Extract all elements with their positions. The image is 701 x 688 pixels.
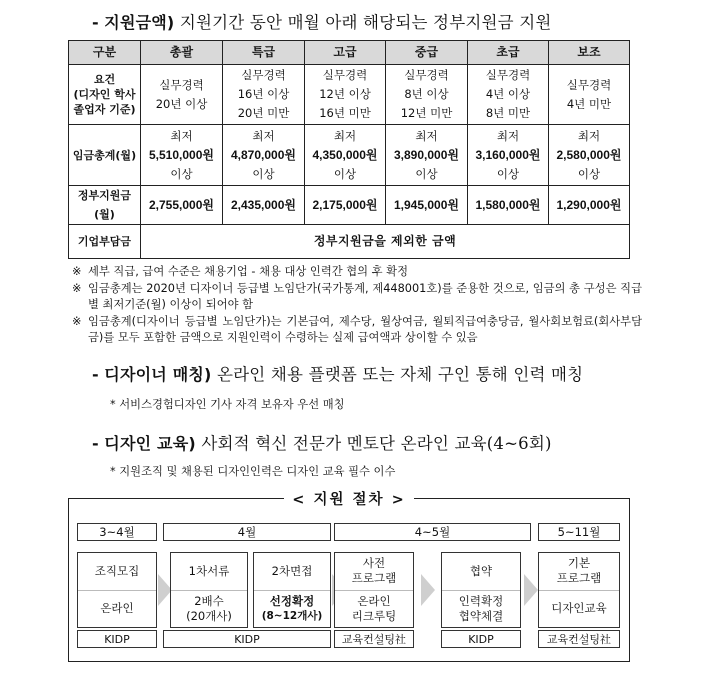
company-burden-text: 정부지원금을 제외한 금액: [141, 225, 630, 259]
gov-support-row: [69, 186, 630, 225]
heading-title: 지원금액): [104, 13, 175, 32]
note-text: 임금총계는 2020년 디자이너 등급별 노임단가(국가통계, 제448001호)를 준용한 것으로, 임금의 총 구성은 직급별 최저기준(월) 이상이 되어야 함: [88, 281, 642, 311]
wage-cell: 최저 3,890,000원 이상: [386, 125, 468, 186]
note-item: [72, 264, 642, 281]
gov-support-cell: 2,755,000원: [141, 186, 223, 225]
header-cell: 고급: [305, 41, 386, 65]
note-item: [72, 314, 642, 347]
education-note: * 지원조직 및 채용된 디자인인력은 디자인 교육 필수 이수: [110, 465, 396, 478]
organization-label: KIDP: [441, 630, 521, 648]
step-box: 조직모집 온라인: [77, 552, 157, 628]
step-box: 사전 프로그램 온라인 리크루팅: [334, 552, 414, 628]
wage-cell: 최저 4,350,000원 이상: [305, 125, 386, 186]
note-text: 세부 직급, 급여 수준은 채용기업 - 채용 대상 인력간 협의 후 확정: [88, 265, 408, 278]
flow-arrow-icon: [421, 574, 435, 606]
gov-support-cell: 2,175,000원: [305, 186, 386, 225]
header-cell: 중급: [386, 41, 468, 65]
heading-text: 지원기간 동안 매월 아래 해당되는 정부지원금 지원: [179, 13, 552, 32]
wage-row: [69, 125, 630, 186]
matching-heading: - 디자이너 매칭) 온라인 채용 플랫폼 또는 자체 구인 통해 인력 매칭: [92, 365, 584, 384]
heading-text: 사회적 혁신 전문가 멘토단 온라인 교육(4~6회): [201, 434, 552, 453]
support-amount-table: [68, 40, 630, 259]
company-burden-row: [69, 225, 630, 259]
table-header-row: [69, 41, 630, 65]
support-heading: [92, 9, 551, 33]
gov-support-cell: 1,290,000원: [549, 186, 630, 225]
note-mark: ※: [72, 281, 82, 295]
career-cell: 실무경력 4년 이상 8년 미만: [468, 65, 549, 125]
flow-arrow-icon: [524, 574, 538, 606]
career-cell: 실무경력 4년 미만: [549, 65, 630, 125]
wage-cell: 최저 4,870,000원 이상: [223, 125, 305, 186]
heading-title: 디자인 교육): [104, 434, 196, 453]
gov-support-cell: 1,580,000원: [468, 186, 549, 225]
career-cell: 실무경력 12년 이상 16년 미만: [305, 65, 386, 125]
organization-label: 교육컨설팅社: [538, 630, 620, 648]
header-cell: 보조: [549, 41, 630, 65]
career-row: [69, 65, 630, 125]
career-label: 요건 (디자인 학사 졸업자 기준): [69, 65, 141, 125]
heading-title: 디자이너 매칭): [104, 365, 212, 384]
header-cell: 구분: [69, 41, 141, 65]
header-cell: 초급: [468, 41, 549, 65]
gov-support-cell: 2,435,000원: [223, 186, 305, 225]
period-label: 5~11월: [538, 523, 620, 541]
period-label: 3~4월: [77, 523, 157, 541]
education-heading: - 디자인 교육) 사회적 혁신 전문가 멘토단 온라인 교육(4~6회): [92, 434, 552, 453]
wage-cell: 최저 2,580,000원 이상: [549, 125, 630, 186]
note-mark: ※: [72, 265, 82, 278]
heading-dash: -: [92, 13, 99, 32]
note-item: [72, 281, 642, 314]
wage-cell: 최저 5,510,000원 이상: [141, 125, 223, 186]
wage-cell: 최저 3,160,000원 이상: [468, 125, 549, 186]
step-box: 기본 프로그램 디자인교육: [538, 552, 620, 628]
period-label: 4~5월: [334, 523, 531, 541]
matching-note: * 서비스경험디자인 기사 자격 보유자 우선 매칭: [110, 398, 345, 411]
notes-block: [72, 264, 642, 347]
organization-label: KIDP: [163, 630, 331, 648]
gov-support-label: 정부지원금(월): [69, 186, 141, 225]
header-cell: 특급: [223, 41, 305, 65]
organization-label: KIDP: [77, 630, 157, 648]
company-burden-label: 기업부담금: [69, 225, 141, 259]
support-procedure: [68, 492, 630, 662]
gov-support-cell: 1,945,000원: [386, 186, 468, 225]
organization-label: 교육컨설팅社: [334, 630, 414, 648]
career-cell: 실무경력 20년 이상: [141, 65, 223, 125]
note-mark: ※: [72, 314, 82, 328]
heading-text: 온라인 채용 플랫폼 또는 자체 구인 통해 인력 매칭: [216, 365, 584, 384]
career-cell: 실무경력 8년 이상 12년 미만: [386, 65, 468, 125]
procedure-title: < 지원 절차 >: [69, 488, 629, 509]
career-cell: 실무경력 16년 이상 20년 미만: [223, 65, 305, 125]
step-box: 1차서류 2배수 (20개사): [170, 552, 248, 628]
header-cell: 총괄: [141, 41, 223, 65]
note-text: 임금총계(디자이너 등급별 노임단가)는 기본급여, 제수당, 월상여금, 월퇴직급여충당금, 월사회보험료(회사부담금)를 모두 포함한 금액으로 지원인력이 수령하는 실제 급여액과 상이할 수 있음: [88, 314, 642, 344]
step-box: 2차면접 선정확정 (8~12개사): [253, 552, 331, 628]
wage-label: 임금총계(월): [69, 125, 141, 186]
step-box: 협약 인력확정 협약체결: [441, 552, 521, 628]
period-label: 4월: [163, 523, 331, 541]
